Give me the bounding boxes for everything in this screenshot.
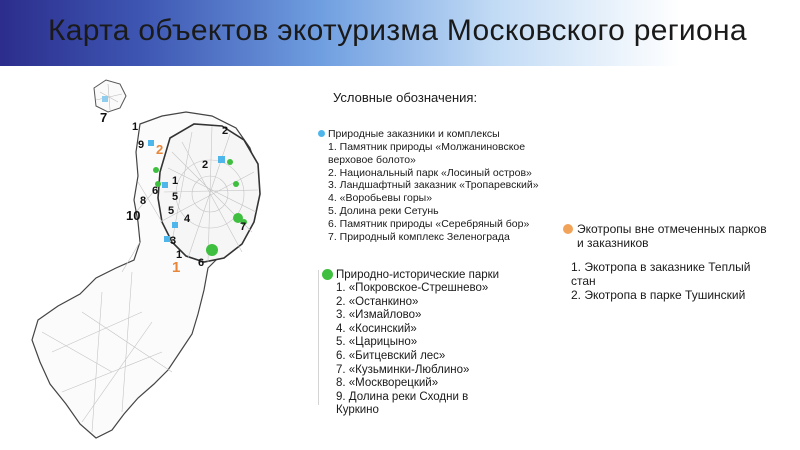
- map-label: 1: [176, 249, 183, 261]
- map-label-orange: 1: [172, 259, 181, 276]
- list-item: 6. Памятник природы «Серебряный бор»: [328, 217, 530, 230]
- map-label: 2: [222, 125, 229, 137]
- list-item: 1. Экотропа в заказнике Теплый стан: [571, 260, 751, 288]
- marker-blue: [218, 156, 225, 163]
- map-label: 4: [184, 213, 191, 225]
- map-label: 8: [140, 195, 147, 207]
- list-item: 2. «Останкино»: [336, 295, 419, 308]
- marker-green: [153, 167, 159, 173]
- map-label: 2: [202, 159, 209, 171]
- map-label: 6: [198, 257, 205, 269]
- list-item: 6. «Битцевский лес»: [336, 349, 446, 362]
- list-item: 7. Природный комплекс Зеленограда: [328, 230, 510, 243]
- eco-trails-heading: Экотропы вне отмеченных парков и заказников: [577, 222, 767, 250]
- list-item: 1. «Покровское-Стрешнево»: [336, 282, 489, 294]
- nature-reserves-legend: [318, 128, 563, 243]
- blue-dot-icon: [318, 130, 325, 137]
- list-item: 2. Национальный парк «Лосиный остров»: [328, 166, 532, 179]
- orange-dot-icon: [563, 224, 573, 234]
- map-label: 9: [138, 139, 145, 151]
- list-item: 4. «Воробьевы горы»: [328, 192, 433, 205]
- page-title: Карта объектов экотуризма Московского региона: [48, 14, 747, 47]
- map-label: 3: [170, 235, 177, 247]
- zelenograd-marker: [102, 96, 108, 102]
- marker-green: [206, 244, 218, 256]
- historic-parks-legend: [322, 268, 512, 418]
- list-item: 4. «Косинский»: [336, 322, 417, 335]
- list-item: 2. Экотропа в парке Тушинский: [571, 288, 746, 302]
- marker-blue: [148, 140, 154, 146]
- list-item: 3. «Измайлово»: [336, 309, 422, 322]
- map-label: 7: [240, 221, 247, 233]
- map-label: 10: [126, 208, 141, 223]
- marker-blue: [162, 182, 168, 188]
- green-dot-icon: [322, 269, 333, 280]
- list-item: 1. Памятник природы «Молжаниновское верховое болото»: [328, 141, 526, 166]
- legend-heading: Условные обозначения:: [333, 90, 478, 105]
- list-item: 7. «Кузьминки-Люблино»: [336, 363, 470, 376]
- nature-reserves-heading: Природные заказники и комплексы: [328, 128, 500, 140]
- list-item: 5. «Царицыно»: [336, 336, 418, 349]
- moscow-map: [22, 72, 300, 442]
- map-label: 1: [172, 175, 179, 187]
- divider: [318, 270, 319, 405]
- map-label: 5: [168, 205, 175, 217]
- map-label-orange: 2: [156, 142, 164, 157]
- list-item: 3. Ландшафтный заказник «Тропаревский»: [328, 179, 539, 192]
- map-label: 1: [132, 121, 139, 133]
- map-label: 7: [100, 110, 108, 125]
- list-item: 5. Долина реки Сетунь: [328, 204, 439, 217]
- eco-trails-legend: [563, 222, 773, 302]
- marker-blue: [172, 222, 178, 228]
- marker-green: [227, 159, 233, 165]
- title-banner: [0, 0, 800, 66]
- historic-parks-heading: Природно-исторические парки: [336, 269, 500, 281]
- map-label: 6: [152, 185, 159, 197]
- list-item: 9. Долина реки Сходни в Куркино: [336, 390, 469, 417]
- marker-green: [233, 181, 239, 187]
- map-label: 5: [172, 191, 179, 203]
- list-item: 8. «Москворецкий»: [336, 377, 439, 390]
